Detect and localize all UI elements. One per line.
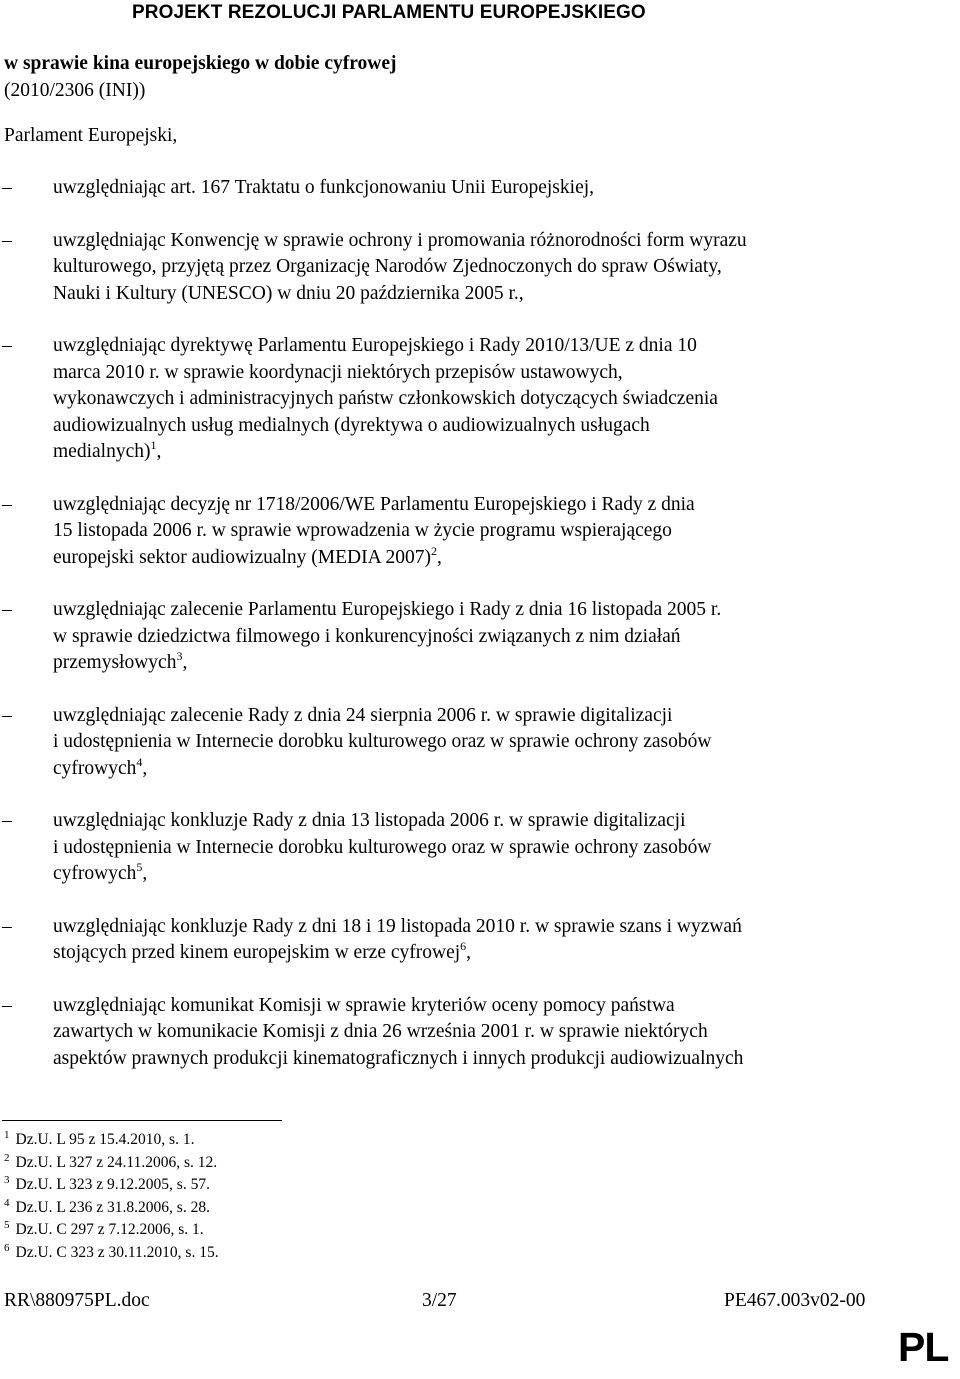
dash-bullet: – <box>2 335 12 356</box>
recital-item <box>0 228 960 308</box>
recital-text <box>53 333 933 466</box>
recital-item <box>0 597 960 677</box>
subtitle-line-1: w sprawie kina europejskiego w dobie cyfrowej <box>4 53 397 74</box>
dash-bullet: – <box>2 599 12 620</box>
recital-line: uwzględniając konkluzje Rady z dnia 13 listopada 2006 r. w sprawie digitalizacji <box>53 810 686 831</box>
preamble-parliament: Parlament Europejski, <box>4 125 178 146</box>
recital-line: wykonawczych i administracyjnych państw członkowskich dotyczących świadczenia <box>53 388 718 409</box>
recital-item <box>0 703 960 783</box>
recital-line: kulturowego, przyjętą przez Organizację Narodów Zjednoczonych do spraw Oświaty, <box>53 256 722 277</box>
footnote-text: Dz.U. L 236 z 31.8.2006, s. 28. <box>15 1198 210 1216</box>
footnote-text: Dz.U. C 297 z 7.12.2006, s. 1. <box>15 1221 204 1238</box>
footnote-list <box>4 1129 219 1264</box>
recital-line: i udostępnienia w Internecie dorobku kulturowego oraz w sprawie ochrony zasobów <box>53 731 712 752</box>
footnote-number: 5 <box>4 1219 10 1231</box>
footnote-item <box>4 1152 219 1175</box>
footnote-reference[interactable]: 3 <box>176 649 183 663</box>
footnote-text: Dz.U. L 95 z 15.4.2010, s. 1. <box>15 1131 195 1148</box>
footnote-reference[interactable]: 5 <box>136 860 143 874</box>
recital-line: europejski sektor audiowizualny (MEDIA 2007)$^2$, <box>53 543 442 568</box>
recital-list <box>0 175 960 1098</box>
footnote-separator <box>2 1120 282 1121</box>
recital-text <box>53 993 933 1073</box>
footnote-reference[interactable]: 1 <box>150 438 157 452</box>
recital-line: medialnych)$^1$, <box>53 438 162 462</box>
recital-line: 15 listopada 2006 r. w sprawie wprowadzenia w życie programu wspierającego <box>53 520 672 541</box>
recital-item <box>0 333 960 466</box>
footnote-number: 3 <box>4 1174 10 1186</box>
footnote-text: Dz.U. L 323 z 9.12.2005, s. 57. <box>15 1176 210 1193</box>
footnote-item <box>4 1197 219 1220</box>
footer-document-reference: RR\880975PL.doc <box>4 1290 150 1311</box>
footnote-text: Dz.U. L 327 z 24.11.2006, s. 12. <box>15 1153 218 1171</box>
footnote-reference[interactable]: 2 <box>431 543 438 558</box>
footnote-number: 6 <box>4 1241 10 1254</box>
recital-text <box>53 808 933 888</box>
recital-text <box>53 597 933 677</box>
recital-line: cyfrowych$^5$, <box>53 860 148 884</box>
footnote-number: 2 <box>4 1151 10 1164</box>
recital-line: i udostępnienia w Internecie dorobku kulturowego oraz w sprawie ochrony zasobów <box>53 836 712 858</box>
recital-text <box>53 492 933 572</box>
recital-line: zawartych w komunikacie Komisji z dnia 26 września 2001 r. w sprawie niektórych <box>53 1021 708 1042</box>
resolution-subtitle <box>4 50 397 104</box>
dash-bullet: – <box>2 177 12 198</box>
document-heading: PROJEKT REZOLUCJI PARLAMENTU EUROPEJSKIEGO <box>132 2 646 23</box>
recital-text <box>53 914 933 967</box>
dash-bullet: – <box>2 915 12 937</box>
recital-line: w sprawie dziedzictwa filmowego i konkurencyjności związanych z nim działań <box>53 625 681 647</box>
recital-line: uwzględniając komunikat Komisji w sprawie kryteriów oceny pomocy państwa <box>53 994 675 1016</box>
recital-line: marca 2010 r. w sprawie koordynacji niektórych przepisów ustawowych, <box>53 361 623 383</box>
footnote-item <box>4 1219 219 1242</box>
footnote-number: 4 <box>4 1196 10 1209</box>
footnote-item <box>4 1242 219 1265</box>
footer-page-number: 3/27 <box>422 1290 457 1311</box>
recital-text <box>53 175 933 202</box>
recital-line: uwzględniając Konwencję w sprawie ochrony i promowania różnorodności form wyrazu <box>53 229 747 251</box>
recital-line: przemysłowych$^3$, <box>53 649 188 673</box>
dash-bullet: – <box>2 704 12 726</box>
dash-bullet: – <box>2 994 12 1016</box>
language-code: PL <box>898 1324 949 1370</box>
recital-line: Nauki i Kultury (UNESCO) w dniu 20 października 2005 r., <box>53 282 524 304</box>
footnote-number: 1 <box>4 1129 10 1141</box>
recital-line: uwzględniając art. 167 Traktatu o funkcjonowaniu Unii Europejskiej, <box>53 177 595 198</box>
recital-item <box>0 492 960 572</box>
dash-bullet: – <box>2 810 12 831</box>
recital-text <box>53 703 933 783</box>
recital-item <box>0 914 960 967</box>
recital-line: uwzględniając konkluzje Rady z dni 18 i 19 listopada 2010 r. w sprawie szans i wyzwań <box>53 915 742 937</box>
recital-line: cyfrowych$^4$, <box>53 754 148 779</box>
recital-line: stojących przed kinem europejskim w erze cyfrowej$^6$, <box>53 939 472 963</box>
footnote-item <box>4 1174 219 1197</box>
recital-line: uwzględniając zalecenie Rady z dnia 24 sierpnia 2006 r. w sprawie digitalizacji <box>53 704 673 726</box>
footer-pe-reference: PE467.003v02-00 <box>724 1290 866 1311</box>
footnote-item <box>4 1129 219 1152</box>
dash-bullet: – <box>2 229 12 251</box>
recital-line: audiowizualnych usług medialnych (dyrektywa o audiowizualnych usługach <box>53 414 650 436</box>
recital-line: uwzględniając dyrektywę Parlamentu Europejskiego i Rady 2010/13/UE z dnia 10 <box>53 335 697 356</box>
recital-line: uwzględniając decyzję nr 1718/2006/WE Parlamentu Europejskiego i Rady z dnia <box>53 493 695 515</box>
footnote-reference[interactable]: 4 <box>136 754 143 769</box>
recital-item <box>0 175 960 202</box>
footnote-text: Dz.U. C 323 z 30.11.2010, s. 15. <box>15 1243 219 1261</box>
recital-text <box>53 228 933 308</box>
procedure-reference: (2010/2306 (INI)) <box>4 80 146 101</box>
footnote-reference[interactable]: 6 <box>460 939 467 953</box>
recital-line: uwzględniając zalecenie Parlamentu Europejskiego i Rady z dnia 16 listopada 2005 r. <box>53 599 722 620</box>
recital-line: aspektów prawnych produkcji kinematograficznych i innych produkcji audiowizualnych <box>53 1047 744 1069</box>
dash-bullet: – <box>2 493 12 515</box>
recital-item <box>0 808 960 888</box>
recital-item <box>0 993 960 1073</box>
